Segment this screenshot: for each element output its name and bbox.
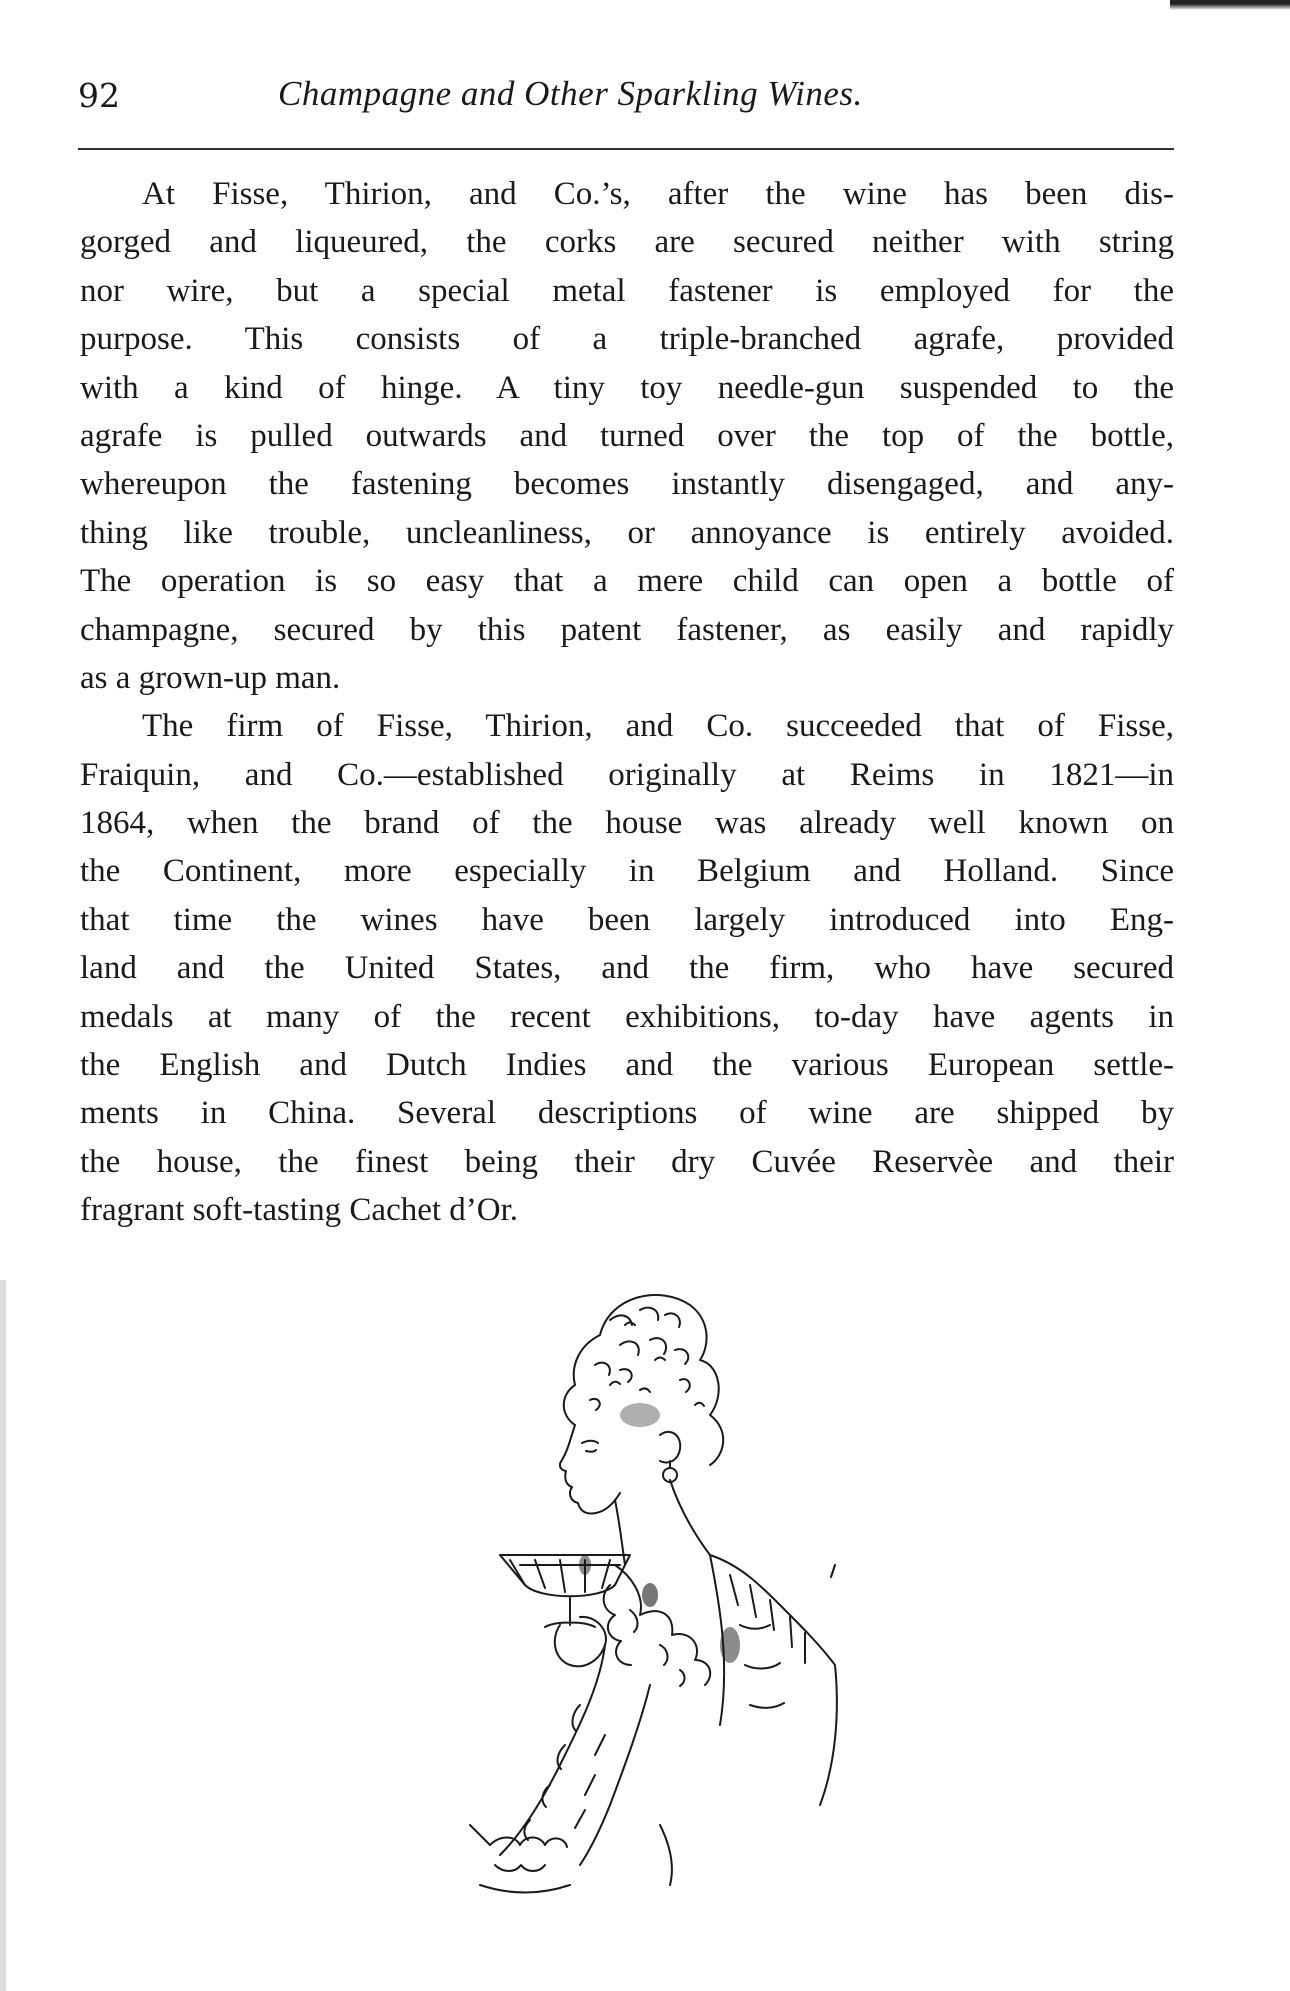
text-line: whereupon the fastening becomes instantly disengaged, and any- [80, 466, 1174, 503]
text-line: that time the wines have been largely introduced into Eng- [80, 901, 1174, 938]
text-line: At Fisse, Thirion, and Co.’s, after the wine has been dis- [142, 176, 1174, 212]
sleeve [500, 1645, 650, 1865]
text-line: thing like trouble, uncleanliness, or annoyance is entirely avoided. [80, 514, 1174, 551]
text-line: Fraiquin, and Co.—established originally at Reims in 1821—in [80, 756, 1174, 793]
text-line: gorged and liqueured, the corks are secured neither with string [80, 224, 1174, 261]
text-line: fragrant soft-tasting Cachet d’Or. [80, 1192, 519, 1229]
running-head [78, 70, 1178, 130]
hand [555, 1617, 606, 1666]
ear [660, 1432, 680, 1463]
text-line: the house, the finest being their dry Cuvée Reservèe and their [80, 1143, 1174, 1180]
text-line: champagne, secured by this patent fastener, as easily and rapidly [80, 611, 1174, 648]
face-profile [560, 1425, 620, 1514]
hair-shading [620, 1403, 660, 1427]
text-line: 1864, when the brand of the house was already well known on [80, 805, 1174, 842]
text-line: The firm of Fisse, Thirion, and Co. succeeded that of Fisse, [142, 708, 1174, 745]
bodice [710, 1555, 837, 1805]
text-line: agrafe is pulled outwards and turned over the top of the bottle, [80, 417, 1174, 454]
text-line: ments in China. Several descriptions of wine are shipped by [80, 1095, 1174, 1132]
text-line: with a kind of hinge. A tiny toy needle-gun suspended to the [80, 369, 1174, 406]
illustration-woman-drinking-champagne [410, 1265, 860, 1905]
engraving-svg [410, 1265, 860, 1905]
text-line: the Continent, more especially in Belgium and Holland. Since [80, 853, 1174, 890]
text-line: purpose. This consists of a triple-branched agrafe, provided [80, 321, 1174, 358]
text-line: as a grown-up man. [80, 659, 341, 696]
page-number: 92 [78, 76, 120, 115]
text-line: nor wire, but a special metal fastener is employed for the [80, 272, 1174, 309]
page-edge-left [0, 1280, 6, 1991]
ruffle-collar [604, 1565, 711, 1685]
text-line: The operation is so easy that a mere child can open a bottle of [80, 563, 1174, 600]
running-title: Champagne and Other Sparkling Wines. [278, 74, 863, 113]
body-text [80, 170, 1174, 1235]
text-line: land and the United States, and the firm, who have secured [80, 950, 1174, 987]
neck [615, 1480, 710, 1565]
hair [564, 1295, 723, 1465]
page-edge-shadow [1170, 0, 1290, 10]
text-line: medals at many of the recent exhibitions, to-day have agents in [80, 998, 1174, 1035]
text-line: the English and Dutch Indies and the various European settle- [80, 1047, 1174, 1084]
header-rule [78, 148, 1174, 150]
